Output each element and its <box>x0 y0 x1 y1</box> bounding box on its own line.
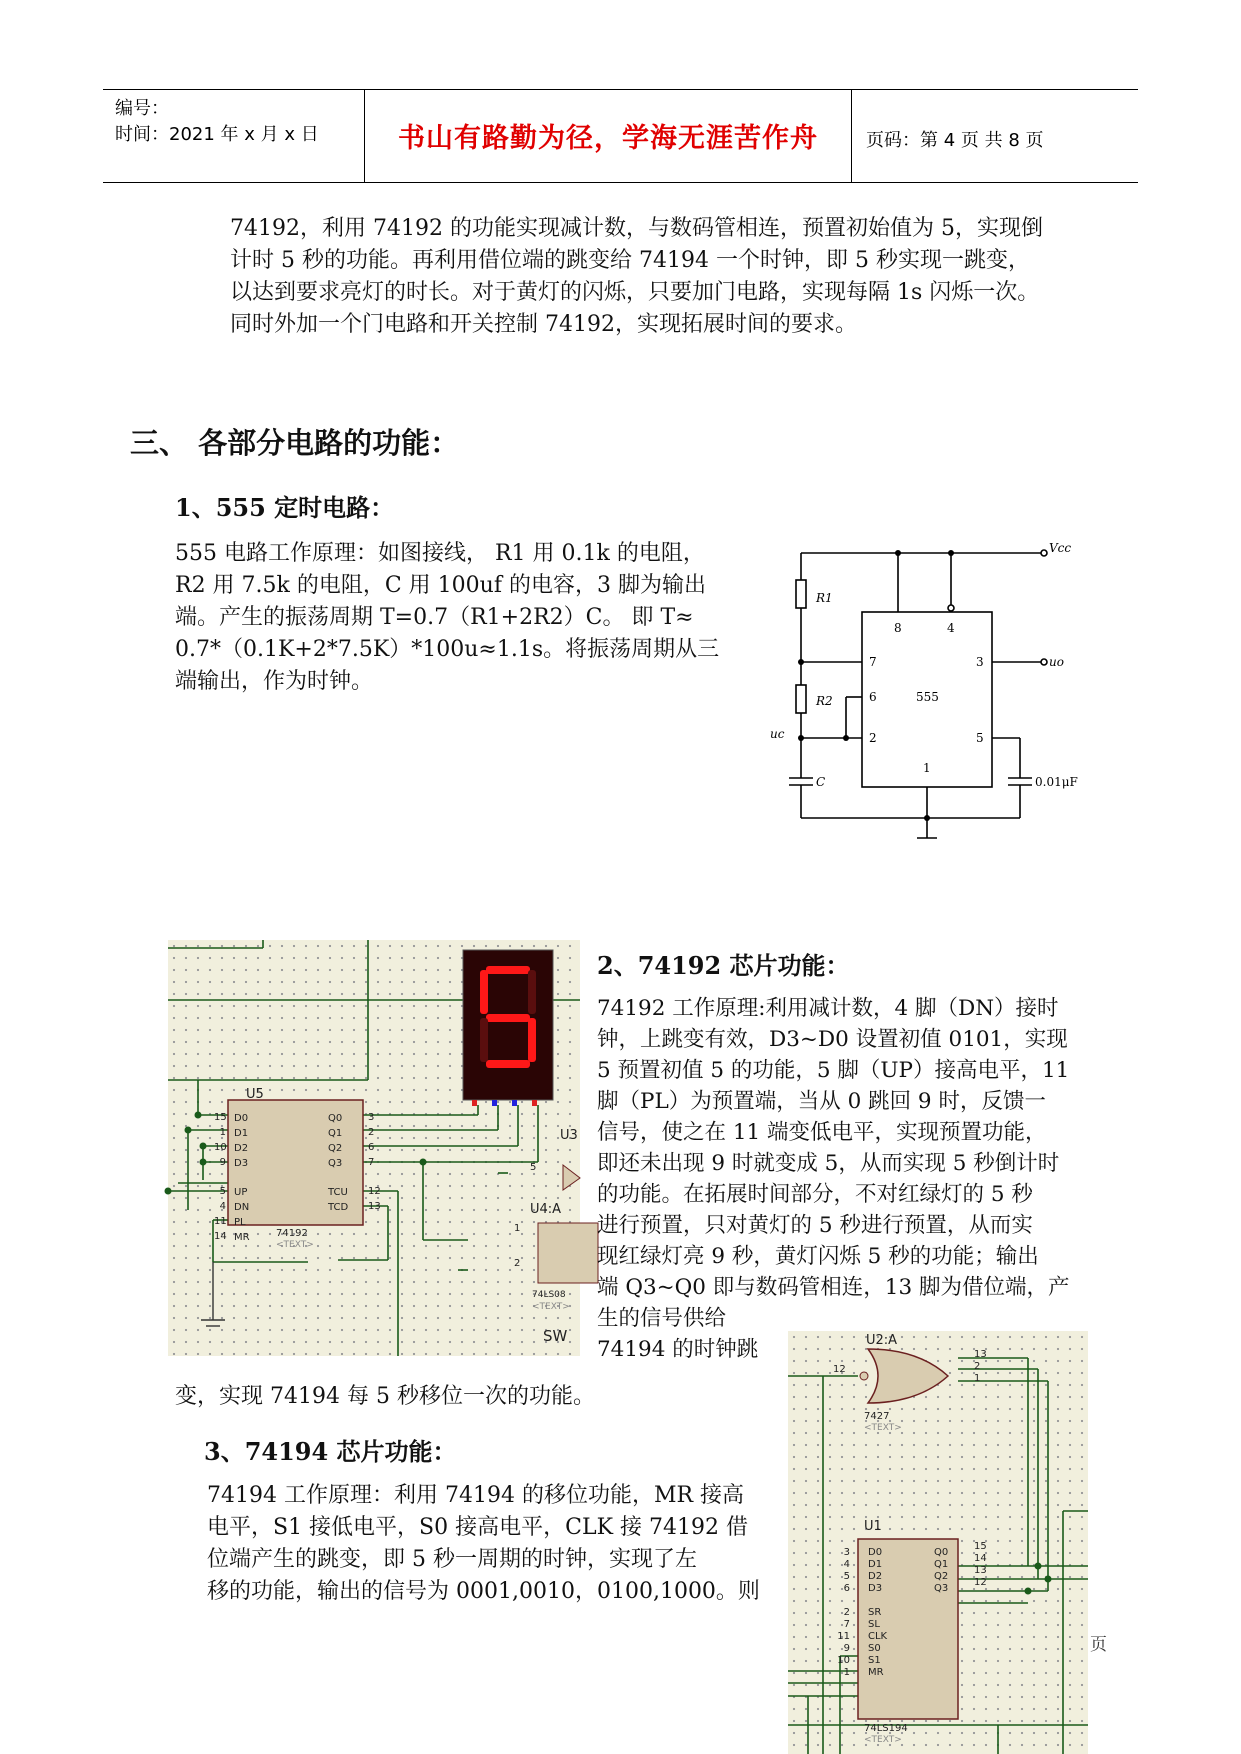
switch-label: SW <box>543 1327 568 1345</box>
u5-left-names: D0 D1 D2 D3 UP DN PL MR <box>234 1113 250 1243</box>
page-info: 页码：第 4 页 共 8 页 <box>866 130 1044 151</box>
paragraph-line: 74194 的时钟跳 <box>597 1337 759 1362</box>
paragraph-line: 电平，S1 接低电平，S0 接高电平，CLK 接 74192 借 <box>207 1515 748 1540</box>
u3-pin: 5 <box>530 1162 537 1173</box>
nor-right-pins: 13 2 1 <box>974 1349 987 1384</box>
uc-label: uc <box>770 727 785 741</box>
u4-pin: 2 <box>514 1258 521 1269</box>
u1-left-names: D0 D1 D2 D3 SR SL CLK S0 S1 MR <box>868 1547 888 1678</box>
schematic-74194 <box>788 1331 1088 1754</box>
paragraph-line: 74194 工作原理：利用 74194 的移位功能，MR 接高 <box>207 1483 745 1508</box>
paragraph-line: 钟，上跳变有效，D3~D0 设置初值 0101，实现 <box>597 1027 1068 1052</box>
circuit-555-figure <box>770 540 1078 850</box>
pin-label: 8 <box>894 621 902 635</box>
pin-label: 1 <box>923 761 931 775</box>
pin-label: 2 <box>869 731 877 745</box>
pin-label: 3 <box>976 655 984 669</box>
paragraph-line: 信号，使之在 11 端变低电平，实现预置功能， <box>597 1120 1047 1145</box>
u4-part-label: 74LS08 <box>532 1290 566 1300</box>
paragraph-line: 进行预置，只对黄灯的 5 秒进行预置，从而实 <box>597 1213 1033 1238</box>
u5-text-tag: <TEXT> <box>276 1240 314 1250</box>
paragraph-74192-tail: 变，实现 74194 每 5 秒移位一次的功能。 <box>175 1384 595 1409</box>
display-digit: 5 <box>547 1090 548 1091</box>
u1-right-names: Q0 Q1 Q2 Q3 <box>934 1547 949 1594</box>
doc-time-label: 时间：2021 年 x 月 x 日 <box>115 124 319 145</box>
paragraph-line: 555 电路工作原理：如图接线， R1 用 0.1k 的电阻， <box>175 541 705 566</box>
header-divider-2 <box>851 89 852 183</box>
pin-label: 6 <box>869 690 877 704</box>
nor-text-tag: <TEXT> <box>864 1423 902 1433</box>
chip-555-label: 555 <box>916 690 939 704</box>
u3-label: U3 <box>560 1128 578 1143</box>
subsection-title-74194: 3、74194 芯片功能： <box>204 1437 457 1466</box>
u4-label: U4:A <box>530 1202 562 1217</box>
u1-right-pins: 15 14 13 12 <box>974 1541 987 1588</box>
paragraph-line: 端输出，作为时钟。 <box>175 669 374 694</box>
u4-text-tag: <TEXT> <box>532 1302 570 1312</box>
paragraph-line: 生的信号供给 <box>597 1306 727 1331</box>
subsection-title-555: 1、555 定时电路： <box>175 493 395 522</box>
paragraph-line: 移的功能，输出的信号为 0001,0010，0100,1000。则 <box>207 1579 760 1604</box>
header-top-rule <box>103 89 1138 90</box>
pin-label: 5 <box>976 731 984 745</box>
u1-label: U1 <box>864 1519 882 1534</box>
paragraph-line: 0.7*（0.1K+2*7.5K）*100u≈1.1s。将振荡周期从三 <box>175 637 720 662</box>
paragraph-line: R2 用 7.5k 的电阻，C 用 100uf 的电容，3 脚为输出 <box>175 573 706 598</box>
vcc-label: Vcc <box>1049 541 1072 555</box>
u1-text-tag: <TEXT> <box>864 1735 902 1745</box>
u4-pin: 1 <box>514 1223 521 1234</box>
paragraph-line: 74192 工作原理:利用减计数，4 脚（DN）接时 <box>597 996 1059 1021</box>
section-title: 三、 各部分电路的功能： <box>130 426 460 460</box>
u2-label: U2:A <box>866 1333 898 1348</box>
paragraph-line: 现红绿灯亮 9 秒，黄灯闪烁 5 秒的功能；输出 <box>597 1244 1039 1269</box>
u5-right-pins: 3 2 6 7 12 13 <box>368 1112 381 1212</box>
footer-page-fragment: 页 <box>1090 1635 1107 1655</box>
intro-line: 计时 5 秒的功能。再利用借位端的跳变给 74194 一个时钟，即 5 秒实现一跳变， <box>230 248 1030 273</box>
paragraph-555 <box>175 538 765 698</box>
intro-line: 以达到要求亮灯的时长。对于黄灯的闪烁，只要加门电路，实现每隔 1s 闪烁一次。 <box>230 280 1040 305</box>
cap-value-label: 0.01μF <box>1035 775 1078 789</box>
intro-line: 74192，利用 74192 的功能实现减计数，与数码管相连，预置初始值为 5，实现倒 <box>230 216 1043 241</box>
intro-paragraph <box>230 213 1150 341</box>
u5-label: U5 <box>246 1087 264 1102</box>
nor-pin: 12 <box>833 1364 846 1375</box>
u1-part-label: 74LS194 <box>864 1723 908 1734</box>
r2-label: R2 <box>816 694 833 708</box>
subsection-title-74192: 2、74192 芯片功能： <box>597 951 850 980</box>
u1-left-pins: 3 4 5 6 2 7 11 9 10 1 <box>837 1547 850 1678</box>
nor-part-label: 7427 <box>864 1411 890 1422</box>
uo-label: uo <box>1049 655 1064 669</box>
u5-left-pins: 15 1 10 9 5 4 11 14 <box>214 1112 227 1242</box>
paragraph-line: 5 预置初值 5 的功能，5 脚（UP）接高电平，11 <box>597 1058 1070 1083</box>
u5-part-label: 74192 <box>276 1228 308 1239</box>
paragraph-line: 端 Q3~Q0 即与数码管相连，13 脚为借位端，产 <box>597 1275 1070 1300</box>
r1-label: R1 <box>816 591 833 605</box>
paragraph-74192 <box>597 993 1117 1365</box>
header-motto: 书山有路勤为径，学海无涯苦作舟 <box>398 123 818 154</box>
intro-line: 同时外加一个门电路和开关控制 74192，实现拓展时间的要求。 <box>230 312 857 337</box>
paragraph-line: 位端产生的跳变，即 5 秒一周期的时钟，实现了左 <box>207 1547 697 1572</box>
u5-right-names: Q0 Q1 Q2 Q3 TCU TCD <box>328 1113 349 1213</box>
schematic-74192 <box>168 940 580 1356</box>
doc-number-label: 编号： <box>115 98 169 119</box>
paragraph-line: 端。产生的振荡周期 T=0.7（R1+2R2）C。 即 T≈ <box>175 605 694 630</box>
c-label: C <box>816 775 826 789</box>
paragraph-line: 脚（PL）为预置端，当从 0 跳回 9 时，反馈一 <box>597 1089 1046 1114</box>
paragraph-74194 <box>207 1480 787 1608</box>
paragraph-line: 的功能。在拓展时间部分，不对红绿灯的 5 秒 <box>597 1182 1033 1207</box>
schematic-74194-wiring <box>788 1331 1088 1754</box>
pin-label: 4 <box>947 621 955 635</box>
header-bottom-rule <box>103 182 1138 183</box>
pin-label: 7 <box>869 655 877 669</box>
paragraph-line: 即还未出现 9 时就变成 5，从而实现 5 秒倒计时 <box>597 1151 1060 1176</box>
